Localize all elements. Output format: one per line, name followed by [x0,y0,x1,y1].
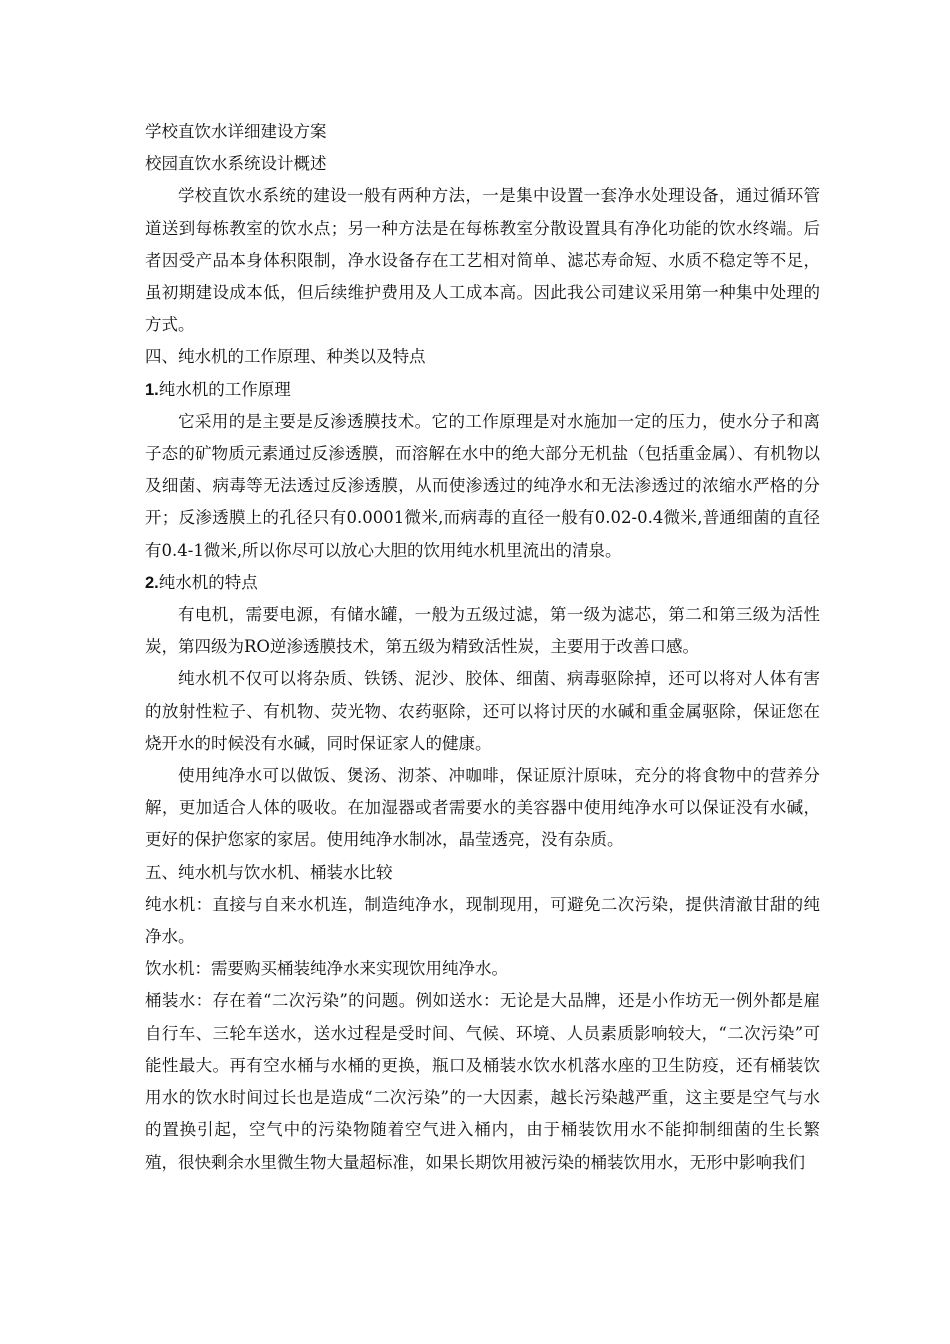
subheading-text: 纯水机的工作原理 [158,379,291,399]
document-title: 学校直饮水详细建设方案 [145,122,327,141]
paragraph-features-usage: 使用纯净水可以做饭、煲汤、沏茶、冲咖啡，保证原汁原味，充分的将食物中的营养分解，更加适合人体的吸收。在加湿器或者需要水的美容器中使用纯净水可以保证没有水碱，更好的保护您家的家居。使用纯净水制冰，晶莹透亮，没有杂质。 [145,766,820,850]
subheading-features [145,567,820,599]
paragraph-overview: 学校直饮水系统的建设一般有两种方法，一是集中设置一套净水处理设备，通过循环管道送到每栋教室的饮水点；另一种方法是在每栋教室分散设置具有净化功能的饮水终端。后者因受产品本身体积限制，净水设备存在工艺相对简单、滤芯寿命短、水质不稳定等不足，虽初期建设成本低，但后续维护费用及人工成本高。因此我公司建议采用第一种集中处理的方式。 [145,186,820,335]
paragraph-features-filtration: 有电机，需要电源，有储水罐，一般为五级过滤，第一级为滤芯，第二和第三级为活性炭，第四级为RO逆渗透膜技术，第五级为精致活性炭，主要用于改善口感。 [145,605,820,657]
section-heading-overview: 校园直饮水系统设计概述 [145,154,327,174]
paragraph-compare-bottled: 桶装水：存在着“二次污染”的问题。例如送水：无论是大品牌，还是小作坊无一例外都是雇自行车、三轮车送水，送水过程是受时间、气候、环境、人员素质影响较大，“二次污染”可能性最大。再有空水桶与水桶的更换，瓶口及桶装水饮水机落水座的卫生防疫，还有桶装饮用水的饮水时间过长也是造成“二次污染”的一大因素，越长污染越严重，这主要是空气与水的置换引起，空气中的污染物随着空气进入桶内，由于桶装饮用水不能抑制细菌的生长繁殖，很快剩余水里微生物大量超标准，如果长期饮用被污染的桶装饮用水，无形中影响我们 [145,991,820,1172]
section-heading-five: 五、纯水机与饮水机、桶装水比较 [145,862,393,882]
subheading-number: 2. [145,573,159,592]
paragraph-working-principle: 它采用的是主要是反渗透膜技术。它的工作原理是对水施加一定的压力，使水分子和离子态的矿物质元素通过反渗透膜，而溶解在水中的绝大部分无机盐（包括重金属）、有机物以及细菌、病毒等无法透过反渗透膜，从而使渗透过的纯净水和无法渗透过的浓缩水严格的分开；反渗透膜上的孔径只有0.0001微米,而病毒的直径一般有0.02-0.4微米,普通细菌的直径有0.4-1微米,所以你尽可以放心大胆的饮用纯水机里流出的清泉。 [145,411,820,560]
paragraph-features-removal: 纯水机不仅可以将杂质、铁锈、泥沙、胶体、细菌、病毒驱除掉，还可以将对人体有害的放射性粒子、有机物、荧光物、农药驱除，还可以将讨厌的水碱和重金属驱除，保证您在烧开水的时候没有水碱，同时保证家人的健康。 [145,669,820,753]
document-page [145,116,820,1179]
subheading-text: 纯水机的特点 [158,572,258,592]
section-heading-four: 四、纯水机的工作原理、种类以及特点 [145,347,426,367]
paragraph-compare-dispenser: 饮水机：需要购买桶装纯净水来实现饮用纯净水。 [145,959,508,979]
paragraph-compare-purifier: 纯水机：直接与自来水机连，制造纯净水，现制现用，可避免二次污染，提供清澈甘甜的纯净水。 [145,894,820,947]
subheading-working-principle [145,374,820,406]
subheading-number: 1. [145,380,159,399]
